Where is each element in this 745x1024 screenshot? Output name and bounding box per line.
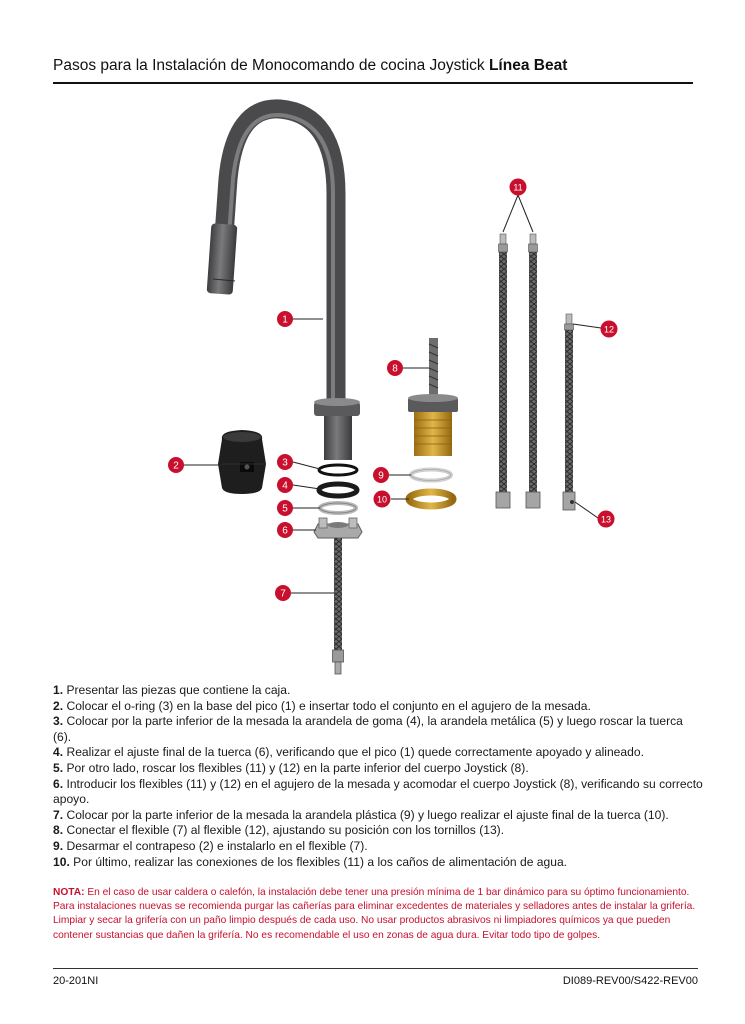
svg-text:5: 5	[282, 503, 288, 515]
step-7: 7. Colocar por la parte inferior de la mesada la arandela plástica (9) y luego realizar el ajuste final de la tuerca (10).	[53, 807, 669, 822]
callout-11	[510, 179, 527, 196]
svg-text:3: 3	[282, 457, 288, 469]
o-ring-part	[319, 465, 357, 475]
callout-13	[598, 511, 615, 528]
svg-text:10: 10	[376, 494, 388, 505]
step-6: 6. Introducir los flexibles (11) y (12) en el agujero de la mesada y acomodar el cuerpo Joystick (8), verificando su correcto apoyo.	[53, 776, 703, 807]
warning-note	[53, 886, 701, 943]
brass-nut-part	[409, 492, 453, 506]
page-title	[53, 56, 693, 76]
step-2: 2. Colocar el o-ring (3) en la base del pico (1) e insertar todo el conjunto en el agujero de la mesada.	[53, 698, 591, 713]
callout-3	[277, 454, 293, 470]
installation-steps	[53, 683, 703, 870]
step-4: 4. Realizar el ajuste final de la tuerca (6), verificando que el pico (1) quede correctamente apoyado y alineado.	[53, 745, 644, 760]
counterweight-part	[218, 430, 266, 494]
svg-text:7: 7	[280, 588, 286, 600]
page-title-bold: Línea Beat	[488, 57, 568, 74]
svg-text:8: 8	[392, 363, 398, 375]
callout-1	[277, 311, 293, 327]
metal-washer-part	[320, 503, 356, 513]
svg-text:1: 1	[282, 314, 288, 326]
flexible-hoses-11-part	[496, 234, 540, 508]
plastic-washer-part	[411, 470, 451, 481]
svg-text:11: 11	[513, 182, 523, 193]
callout-2	[168, 457, 184, 473]
footer-divider	[53, 968, 698, 969]
note-label: NOTA:	[53, 887, 85, 898]
svg-text:2: 2	[173, 460, 179, 472]
callout-8	[387, 360, 403, 376]
callout-6	[277, 522, 293, 538]
callout-12	[601, 321, 618, 338]
svg-text:4: 4	[282, 480, 288, 492]
step-3: 3. Colocar por la parte inferior de la mesada la arandela de goma (4), la arandela metálica (5) y luego roscar la tuerca (6).	[53, 714, 683, 744]
svg-text:6: 6	[282, 525, 288, 537]
svg-text:9: 9	[378, 470, 384, 482]
callout-9	[373, 467, 389, 483]
footer-code: 20-201NI	[53, 975, 99, 987]
joystick-body-part	[408, 338, 458, 456]
note-text: En el caso de usar caldera o calefón, la instalación debe tener una presión mínima de 1 bar dinámico para su óptimo funcionamiento. Para instalaciones nuevas se recomienda purgar las cañerías para eliminar excedentes de materiales y selladores antes de instalar la grifería. Limpiar y secar la grifería con un paño limpio después de cada uso. No usar productos abrasivos ni limpiadores químicos ya que pueden contener sustancias que dañen la grifería. No es recomendable el uso en zonas de agua dura. Evitar todo tipo de golpes.	[53, 887, 696, 941]
svg-text:12: 12	[603, 324, 615, 335]
exploded-diagram	[0, 84, 745, 680]
callout-5	[277, 500, 293, 516]
callout-10	[374, 491, 391, 508]
svg-text:13: 13	[600, 514, 612, 525]
callout-7	[275, 585, 291, 601]
flexible-hose-7-part	[333, 538, 344, 674]
callout-4	[277, 477, 293, 493]
spout-part	[207, 109, 360, 460]
step-9: 9. Desarmar el contrapeso (2) e instalarlo en el flexible (7).	[53, 838, 368, 853]
page-title-text: Pasos para la Instalación de Monocomando de cocina Joystick	[53, 57, 489, 74]
rubber-washer-part	[319, 484, 357, 496]
step-1: 1. Presentar las piezas que contiene la caja.	[53, 683, 291, 697]
footer-revision: DI089-REV00/S422-REV00	[562, 975, 698, 987]
leader-lines	[184, 195, 601, 593]
step-8: 8. Conectar el flexible (7) al flexible (12), ajustando su posición con los tornillos (13).	[53, 823, 505, 838]
flexible-hose-12-part	[563, 314, 575, 510]
step-5: 5. Por otro lado, roscar los flexibles (11) y (12) en la parte inferior del cuerpo Joystick (8).	[53, 760, 529, 775]
step-10: 10. Por último, realizar las conexiones de los flexibles (11) a los caños de alimentación de agua.	[53, 854, 568, 869]
nut-part	[314, 518, 362, 538]
